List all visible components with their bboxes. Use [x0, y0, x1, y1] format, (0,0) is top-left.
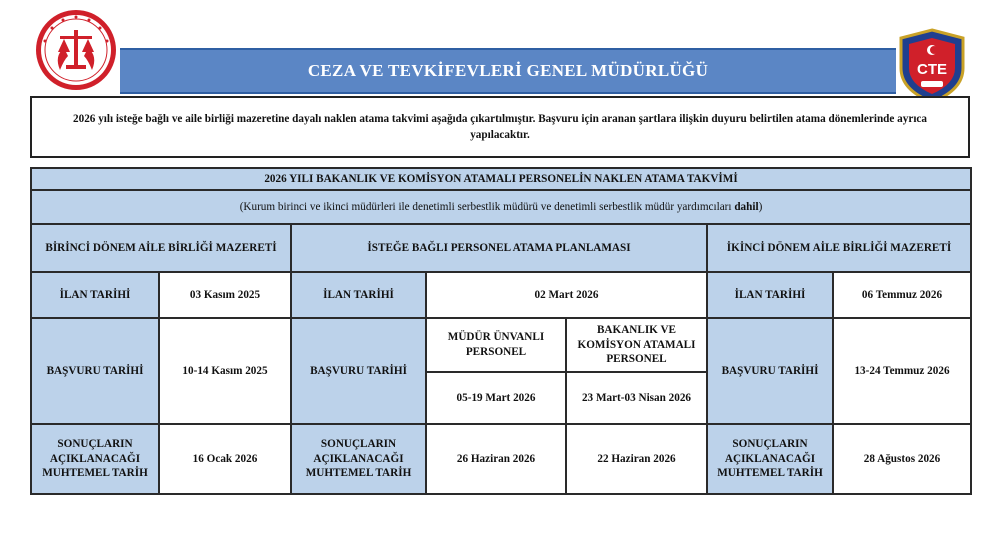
section-header-second: İKİNCİ DÖNEM AİLE BİRLİĞİ MAZERETİ: [707, 224, 971, 272]
label-ilan-second: İLAN TARİHİ: [707, 272, 833, 318]
ministry-emblem-logo: [34, 8, 118, 92]
value-sonuc-first: 16 Ocak 2026: [159, 424, 291, 494]
value-basvuru-bakanlik: 23 Mart-03 Nisan 2026: [566, 372, 707, 424]
value-ilan-optional: 02 Mart 2026: [426, 272, 707, 318]
notice-text: 2026 yılı isteğe bağlı ve aile birliği mazeretine dayalı naklen atama takvimi aşağıda çıkartılmıştır. Başvuru için aranan şartlara ilişkin duyuru belirtilen atama dönemlerinde ayrıca yapılacaktır.: [73, 112, 927, 141]
subtitle-text: (Kurum birinci ve ikinci müdürleri ile denetimli serbestlik müdürü ve denetimli serbestlik müdür yardımcıları: [239, 200, 735, 213]
value-basvuru-first: 10-14 Kasım 2025: [159, 318, 291, 424]
title-banner: [120, 48, 896, 94]
label-basvuru-second: BAŞVURU TARİHİ: [707, 318, 833, 424]
subtitle-end: ): [758, 200, 763, 213]
page-title: CEZA VE TEVKİFEVLERİ GENEL MÜDÜRLÜĞÜ: [307, 61, 709, 80]
table-title: 2026 YILI BAKANLIK VE KOMİSYON ATAMALI PERSONELİN NAKLEN ATAMA TAKVİMİ: [31, 168, 971, 190]
value-sonuc-mudur: 26 Haziran 2026: [426, 424, 566, 494]
value-sonuc-second: 28 Ağustos 2026: [833, 424, 971, 494]
label-sonuc-first: SONUÇLARIN AÇIKLANACAĞI MUHTEMEL TARİH: [31, 424, 159, 494]
subtitle-bold: dahil: [734, 200, 759, 213]
label-sonuc-optional: SONUÇLARIN AÇIKLANACAĞI MUHTEMEL TARİH: [291, 424, 426, 494]
notice-box: [30, 96, 970, 158]
section-header-optional: İSTEĞE BAĞLI PERSONEL ATAMA PLANLAMASI: [291, 224, 707, 272]
value-sonuc-bakanlik: 22 Haziran 2026: [566, 424, 707, 494]
label-ilan-optional: İLAN TARİHİ: [291, 272, 426, 318]
label-ilan-first: İLAN TARİHİ: [31, 272, 159, 318]
cte-badge-text: CTE: [917, 61, 947, 78]
label-basvuru-optional: BAŞVURU TARİHİ: [291, 318, 426, 424]
table-subtitle: [31, 190, 971, 224]
label-basvuru-first: BAŞVURU TARİHİ: [31, 318, 159, 424]
value-basvuru-second: 13-24 Temmuz 2026: [833, 318, 971, 424]
col-header-mudur: MÜDÜR ÜNVANLI PERSONEL: [426, 318, 566, 372]
value-ilan-first: 03 Kasım 2025: [159, 272, 291, 318]
value-ilan-second: 06 Temmuz 2026: [833, 272, 971, 318]
label-sonuc-second: SONUÇLARIN AÇIKLANACAĞI MUHTEMEL TARİH: [707, 424, 833, 494]
value-basvuru-mudur: 05-19 Mart 2026: [426, 372, 566, 424]
col-header-bakanlik: BAKANLIK VE KOMİSYON ATAMALI PERSONEL: [566, 318, 707, 372]
schedule-table: [30, 167, 972, 495]
cte-badge-logo: [895, 28, 969, 104]
section-header-first: BİRİNCİ DÖNEM AİLE BİRLİĞİ MAZERETİ: [31, 224, 291, 272]
